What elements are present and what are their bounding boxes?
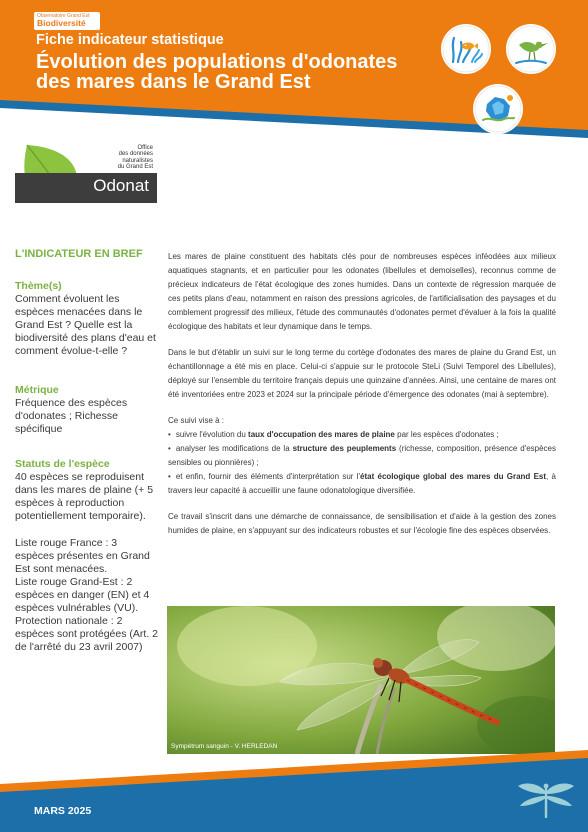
theme-text: Comment évoluent les espèces menacées dans le Grand Est ? Quelle est la biodiversité des plans d'eau et comment évolue-t-elle ? — [15, 293, 156, 357]
office-line: du Grand Est — [117, 164, 153, 171]
aims-list — [168, 428, 556, 498]
aim-emphasis: taux d'occupation des mares de plaine — [248, 430, 395, 439]
publication-date: MARS 2025 — [34, 805, 92, 817]
aim-emphasis: état écologique global des mares du Grand Est — [360, 472, 547, 481]
dragonfly-image — [167, 606, 555, 754]
list-item — [168, 428, 556, 442]
status-text: Protection nationale : 2 espèces sont protégées (Art. 2 de l'arrêté du 23 avril 2007) — [15, 615, 158, 653]
intro-paragraph: Les mares de plaine constituent des habitats clés pour de nombreuses espèces inféodées aux milieux aquatiques stagnants, et en particulier pour les odonates (libellules et demoiselles), reconnus comme de précieux indicateurs de l'état écologique des zones humides. Dans un contexte de régression marquée de ces petits plans d'eau, notamment en raison des pressions agricoles, de l'artificialisation des paysages et du comblement progressif des milieux, l'étude des communautés d'odonates permet d'évaluer à la fois la qualité écologique des habitats et leur dynamique dans le temps. — [168, 252, 556, 331]
photo-caption: Sympétrum sanguin - V. HERLEDAN — [171, 743, 278, 750]
observatory-logo-line2: Biodiversité — [37, 18, 86, 28]
aim-text: , à travers leur capacité à accueillir une faune odonatologique diversifiée. — [168, 472, 556, 495]
status-text: 40 espèces se reproduisent dans les mares de plaine (+ 5 espèces à reproduction potentiellement temporaire). — [15, 471, 154, 522]
indicator-summary — [15, 248, 159, 654]
office-line: Office — [137, 145, 153, 151]
status-text: Liste rouge France : 3 espèces présentes en Grand Est sont menacées. — [15, 537, 150, 575]
observatory-logo-line1: Observatoire Grand Est — [37, 13, 90, 19]
observatory-logo — [34, 12, 100, 30]
page-title: Évolution des populations d'odonates des mares dans le Grand Est — [36, 51, 398, 93]
list-item — [168, 442, 556, 470]
odonat-logo — [15, 143, 157, 203]
dragonfly-icon — [514, 778, 578, 818]
status-text: Liste rouge Grand-Est : 2 espèces en danger (EN) et 4 espèces vulnérables (VU). — [15, 576, 150, 614]
water-map-icon — [473, 84, 523, 134]
aim-text: et enfin, fournir des éléments d'interprétation sur l' — [175, 472, 361, 481]
header-banner — [0, 0, 588, 150]
aims-intro: Ce suivi vise à : — [168, 416, 225, 425]
aim-text: analyser les modifications de la — [175, 444, 293, 453]
summary-heading: L'INDICATEUR EN BREF — [15, 248, 143, 260]
main-text — [168, 250, 556, 550]
document-kicker: Fiche indicateur statistique — [36, 32, 224, 48]
metric-heading: Métrique — [15, 384, 59, 396]
aim-text: (richesse, composition, présence d'espèces sensibles ou pionnières) ; — [168, 444, 556, 467]
footer-banner — [0, 748, 588, 832]
office-line: des données — [118, 151, 153, 158]
dragonfly-photo — [167, 606, 555, 754]
fish-coral-icon — [441, 24, 491, 74]
status-heading: Statuts de l'espèce — [15, 458, 110, 470]
footer-background — [0, 748, 588, 832]
aim-text: par les espèces d'odonates ; — [394, 430, 499, 439]
method-paragraph: Dans le but d'établir un suivi sur le long terme du cortège d'odonates des mares de plaine du Grand Est, un échantillonnage a été mis en place. Celui-ci s'appuie sur le protocole SteLi (Suivi Temporel des Libellules), déployé sur l'ensemble du territoire français depuis une quinzaine d'années. Ainsi, une centaine de mares ont été inventoriées entre 2023 et 2024 sur la principale période d'émergence des odonates (mai à septembre). — [168, 348, 556, 399]
marsh-bird-icon — [506, 24, 556, 74]
aim-emphasis: structure des peuplements — [292, 444, 397, 453]
aim-text: suivre l'évolution du — [175, 430, 249, 439]
theme-heading: Thème(s) — [15, 280, 62, 292]
odonat-office-text — [81, 145, 153, 171]
metric-text: Fréquence des espèces d'odonates ; Richesse spécifique — [15, 397, 128, 435]
office-line: naturalistes — [122, 157, 153, 164]
context-paragraph: Ce travail s'inscrit dans une démarche de connaissance, de sensibilisation et d'aide à la gestion des zones humides de plaine, en s'appuyant sur des indicateurs robustes et sur l'écologie fine des espèces observées. — [168, 512, 556, 535]
odonat-brand: Odonat — [93, 176, 149, 195]
list-item — [168, 470, 556, 498]
